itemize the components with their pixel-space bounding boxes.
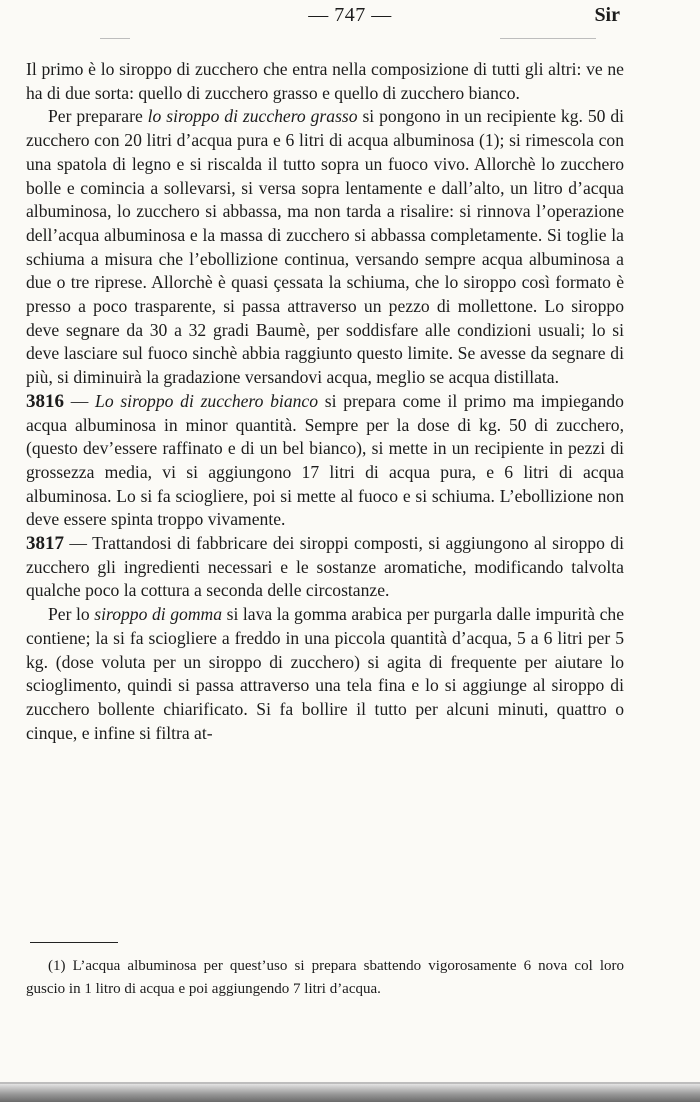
paragraph-text: Per lo bbox=[48, 604, 95, 625]
scan-edge bbox=[0, 1084, 700, 1102]
footnote bbox=[26, 955, 624, 1000]
footnote-rule bbox=[30, 942, 118, 943]
paragraph-intro: Il primo è lo siroppo di zucchero che entra nella composizione di tutti gli altri: ve ne ha di due sorta: quello di zucchero grasso e quello di zucchero bianco. bbox=[26, 59, 624, 103]
body-text bbox=[26, 58, 624, 745]
paragraph-siroppo-gomma bbox=[26, 603, 624, 745]
paragraph-text: — Trattandosi di fabbricare dei siroppi composti, si aggiungono al siroppo di zucchero gli ingredienti necessari e le sostanze aromatiche, modificando talvolta qualche poco la cottura a seconda delle circostanze. bbox=[26, 533, 624, 601]
paragraph-3817 bbox=[26, 532, 624, 603]
paragraph-text: Per preparare bbox=[48, 106, 148, 127]
paragraph-text: si lava la gomma arabica per purgarla dalle impurità che contiene; la si fa sciogliere a freddo in una piccola quantità d’acqua, 5 a 6 litri per 5 kg. (dose voluta per un siroppo di zucchero) si agita di frequente per aiutare lo scioglimento, quindi si passa attraverso una tela fina e lo si aggiunge al siroppo di zucchero bollente chiarificato. Si fa bollire il tutto per alcuni minuti, quattro o cinque, e infine si filtra at- bbox=[26, 604, 624, 743]
italic-term: Lo siroppo di zucchero bianco bbox=[95, 390, 319, 411]
header-rule-right bbox=[500, 38, 596, 39]
section-number: 3816 bbox=[26, 390, 64, 412]
italic-term: siroppo di gomma bbox=[94, 604, 223, 625]
header-rule-left bbox=[100, 38, 130, 39]
footnote-text: (1) L’acqua albuminosa per quest’uso si prepara sbattendo vigorosamente 6 nova col loro guscio in 1 litro di acqua e poi aggiungendo 7 litri d’acqua. bbox=[26, 958, 624, 997]
paragraph-siroppo-grasso bbox=[26, 105, 624, 389]
page-number: — 747 — bbox=[308, 4, 392, 26]
italic-term: lo siroppo di zucchero grasso bbox=[147, 106, 358, 127]
page-header bbox=[0, 4, 700, 34]
paragraph-text: si prepara come il primo ma impiegando acqua albuminosa in minor quantità. Sempre per la dose di kg. 50 di zucchero, (questo dev’essere raffinato e di un bel bianco), si mette in un recipiente in pezzi di grossezza media, vi si aggiungono 17 litri di acqua pura, e 6 litri di acqua albuminosa. Lo si fa sciogliere, poi si mette al fuoco e si schiuma. L’ebollizione non deve essere spinta troppo vivamente. bbox=[26, 390, 624, 530]
section-number: 3817 bbox=[26, 533, 64, 555]
running-head: Sir bbox=[594, 4, 620, 26]
dash: — bbox=[64, 390, 96, 411]
paragraph-3816 bbox=[26, 390, 624, 532]
paragraph-text: si pongono in un recipiente kg. 50 di zucchero con 20 litri d’acqua pura e 6 litri di acqua albuminosa (1); si rimescola con una spatola di legno e si riscalda il tutto sopra un fuoco vivo. Allorchè lo zucchero bolle e comincia a sollevarsi, si versa sopra lentamente e dall’alto, un litro d’acqua albuminosa, lo zucchero si abbassa, ma non tarda a risalire: si rinnova l’operazione dell’acqua albuminosa e la massa di zucchero si abbassa completamente. Si toglie la schiuma a misura che l’ebollizione continua, versando sempre acqua albuminosa a due o tre riprese. Allorchè è quasi çessata la schiuma, che lo siroppo così formato è presso a poco trasparente, si passa attraverso un pezzo di mollettone. Lo siroppo deve segnare da 30 a 32 gradi Baumè, per soddisfare alle condizioni usuali; lo si deve lasciare sul fuoco sinchè abbia raggiunto questo limite. Se avesse da segnare di più, si diminuirà la gradazione versandovi acqua, meglio se acqua distillata. bbox=[26, 106, 625, 388]
